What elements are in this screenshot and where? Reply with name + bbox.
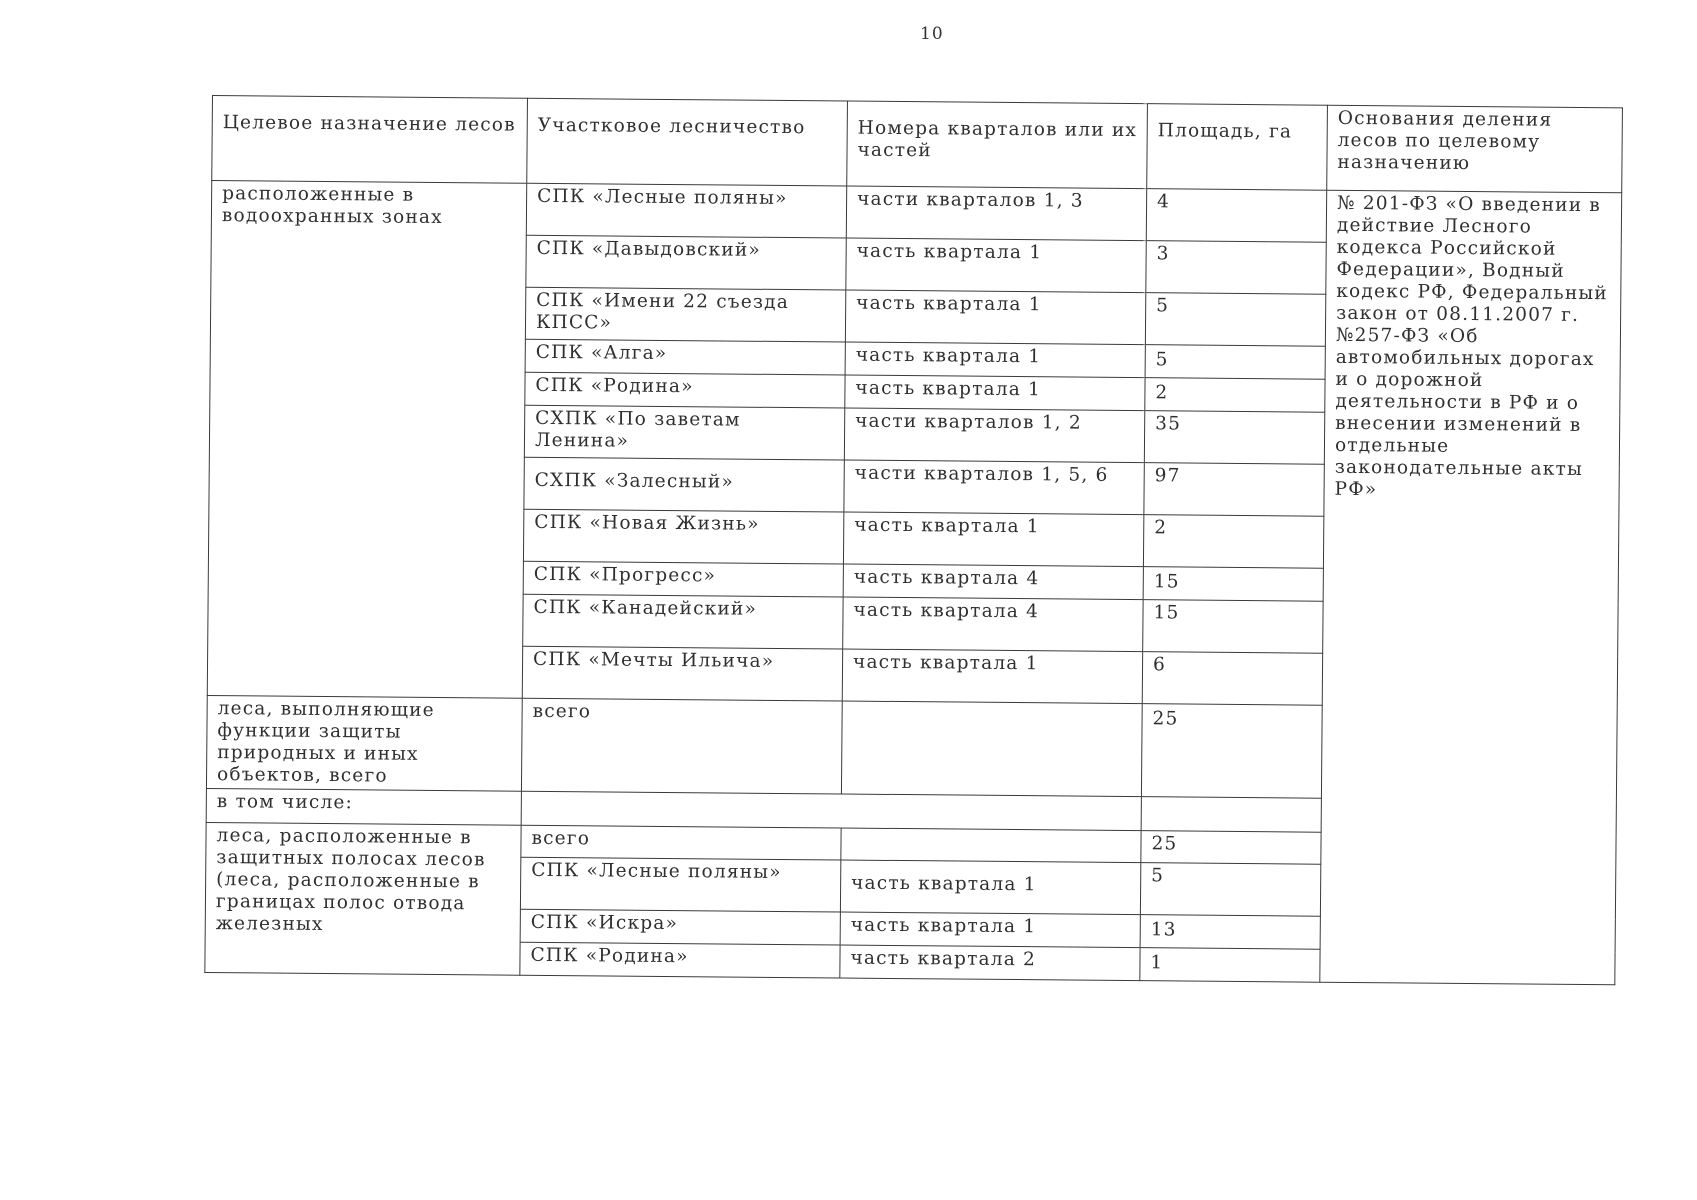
quarters-cell: часть квартала 1	[840, 860, 1140, 915]
including-label: в том числе:	[206, 788, 521, 825]
quarters-cell: части кварталов 1, 3	[846, 186, 1146, 241]
header-area: Площадь, га	[1147, 104, 1328, 191]
area-cell: 25	[1141, 831, 1321, 865]
area-cell: 3	[1146, 241, 1326, 295]
area-cell: 2	[1145, 378, 1325, 413]
quarters-cell: часть квартала 1	[845, 375, 1145, 411]
area-cell: 97	[1144, 463, 1324, 517]
area-cell: 1	[1140, 948, 1320, 983]
forestry-cell: СПК «Искра»	[520, 909, 840, 945]
header-basis: Основания деления лесов по целевому назначению	[1327, 105, 1623, 193]
forestry-cell: СХПК «По заветам Ленина»	[524, 405, 844, 460]
forestry-cell: СПК «Канадейский»	[523, 594, 843, 649]
area-cell: 5	[1140, 863, 1320, 917]
forestry-cell: всего	[521, 825, 841, 860]
area-cell: 4	[1146, 189, 1326, 243]
quarters-cell: часть квартала 1	[845, 290, 1145, 345]
area-cell: 15	[1143, 600, 1323, 654]
forestry-cell: СПК «Мечты Ильича»	[522, 646, 842, 701]
area-cell: 13	[1140, 915, 1320, 950]
quarters-cell: часть квартала 1	[845, 342, 1145, 378]
area-cell: 35	[1144, 411, 1324, 465]
area-cell: 5	[1145, 293, 1325, 347]
header-purpose: Целевое назначение лесов	[212, 96, 528, 184]
forestry-cell: СПК «Новая Жизнь»	[523, 509, 843, 564]
forestry-cell: СПК «Давыдовский»	[526, 235, 846, 290]
basis-cell: № 201-ФЗ «О введении в действие Лесного кодекса Российской Федерации», Водный кодекс РФ, Федеральный закон от 08.11.2007 г. №257-ФЗ «Об автомобильных дорогах и о дорожной деятельности в РФ и о внесении изменений в отдельные законодательные акты РФ»	[1320, 190, 1622, 985]
area-cell: 6	[1142, 652, 1322, 706]
purpose-cell: расположенные в водоохранных зонах	[207, 181, 526, 699]
area-cell: 25	[1141, 704, 1322, 799]
area-cell: 2	[1143, 515, 1323, 569]
quarters-cell	[841, 828, 1141, 863]
forestry-cell: всего	[521, 698, 842, 794]
quarters-cell: часть квартала 1	[840, 912, 1140, 948]
header-quarters: Номера кварталов или их частей	[847, 101, 1148, 189]
header-forestry: Участковое лесничество	[527, 98, 848, 186]
quarters-cell: часть квартала 4	[843, 597, 1143, 652]
forestry-cell: СПК «Лесные поляны»	[526, 183, 846, 238]
forestry-cell: СХПК «Залесный»	[524, 457, 844, 512]
table-container	[204, 95, 1623, 985]
table-header-row	[212, 96, 1623, 193]
forestry-cell: СПК «Лесные поляны»	[520, 857, 840, 912]
empty-cell	[521, 791, 1141, 830]
empty-cell	[1141, 797, 1321, 833]
purpose-cell: леса, расположенные в защитных полосах лесов (леса, расположенные в границах полос отвода железных	[205, 822, 521, 975]
area-cell: 15	[1143, 567, 1323, 602]
quarters-cell	[841, 701, 1142, 797]
quarters-cell: части кварталов 1, 2	[844, 408, 1144, 463]
forestry-cell: СПК «Родина»	[525, 372, 845, 408]
forestry-cell: СПК «Прогресс»	[523, 561, 843, 597]
area-cell: 5	[1145, 345, 1325, 380]
quarters-cell: часть квартала 4	[843, 564, 1143, 600]
quarters-cell: часть квартала 1	[842, 649, 1142, 704]
purpose-cell: леса, выполняющие функции защиты природных и иных объектов, всего	[206, 695, 522, 791]
quarters-cell: часть квартала 2	[840, 945, 1140, 981]
forestry-cell: СПК «Имени 22 съезда КПСС»	[525, 287, 845, 342]
forest-purpose-table	[204, 95, 1623, 985]
forestry-cell: СПК «Родина»	[520, 942, 840, 978]
page-number: 10	[920, 24, 944, 44]
quarters-cell: часть квартала 1	[843, 512, 1143, 567]
quarters-cell: часть квартала 1	[846, 238, 1146, 293]
table-row	[211, 181, 1621, 245]
quarters-cell: части кварталов 1, 5, 6	[844, 460, 1144, 515]
forestry-cell: СПК «Алга»	[525, 339, 845, 375]
